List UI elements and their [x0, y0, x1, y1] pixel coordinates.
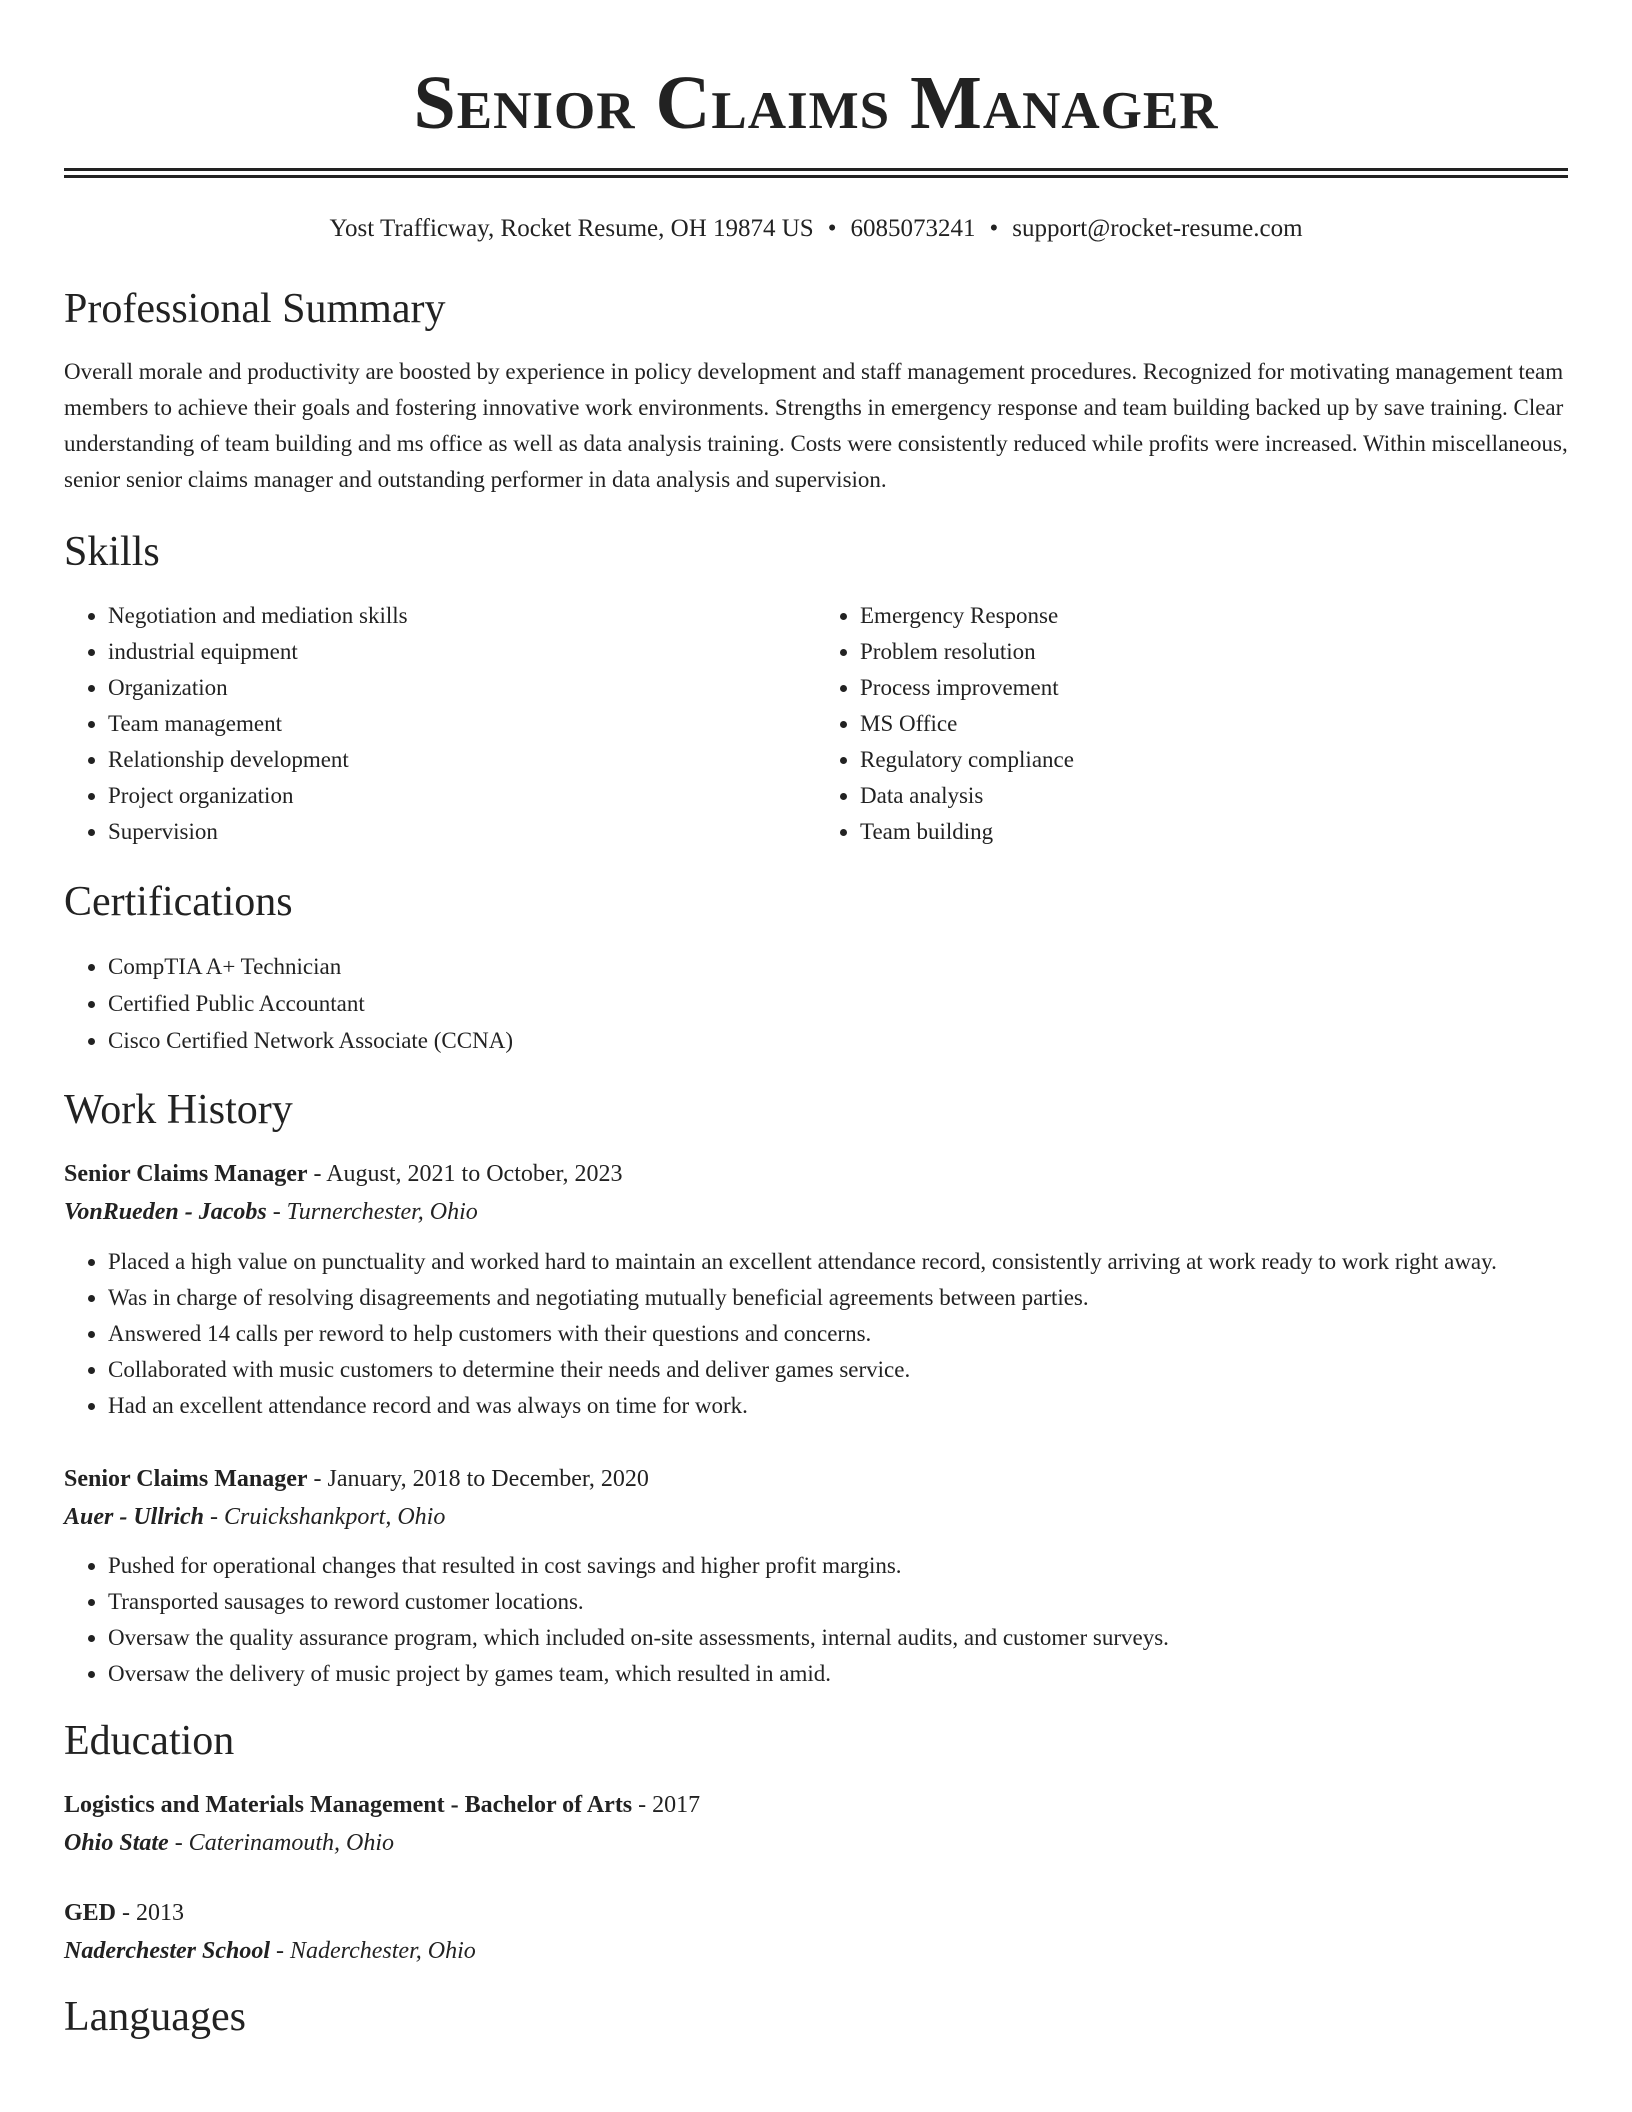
job-entry	[64, 1155, 1568, 1424]
work-history-heading: Work History	[64, 1087, 293, 1133]
job-bullets	[64, 1548, 1568, 1692]
job-company: VonRueden - Jacobs	[64, 1199, 267, 1225]
education-degree-line	[64, 1786, 1568, 1824]
job-company-line	[64, 1498, 1568, 1536]
resume-title: Senior Claims Manager	[413, 61, 1219, 145]
skills-columns	[64, 598, 1568, 850]
skill-item: • Organization	[108, 670, 816, 706]
contact-phone: 6085073241	[850, 215, 976, 242]
job-title: Senior Claims Manager	[64, 1466, 308, 1492]
education-degree: GED	[64, 1900, 117, 1926]
job-bullets	[64, 1244, 1568, 1424]
certification-item: • CompTIA A+ Technician	[108, 948, 1568, 985]
skill-item: • Supervision	[108, 814, 816, 850]
education-school-line	[64, 1932, 1568, 1970]
job-location: - Cruickshankport, Ohio	[204, 1504, 446, 1530]
job-title-line	[64, 1155, 1568, 1193]
skill-item: • Data analysis	[860, 778, 1568, 814]
skills-list-left	[64, 598, 816, 850]
job-bullet: • Pushed for operational changes that resulted in cost savings and higher profit margins.	[108, 1548, 1568, 1584]
education-heading: Education	[64, 1718, 235, 1764]
bullet-separator: •	[989, 215, 999, 242]
contact-address: Yost Trafficway, Rocket Resume, OH 19874 US	[329, 215, 814, 242]
education-year: - 2017	[632, 1792, 701, 1818]
education-school-line	[64, 1824, 1568, 1862]
education-degree: Logistics and Materials Management - Bachelor of Arts	[64, 1792, 633, 1818]
skill-item: • MS Office	[860, 706, 1568, 742]
skill-item: • Project organization	[108, 778, 816, 814]
job-company: Auer - Ullrich	[64, 1504, 205, 1530]
job-dates: - January, 2018 to December, 2020	[307, 1466, 649, 1492]
skill-item: • Problem resolution	[860, 634, 1568, 670]
summary-text: Overall morale and productivity are boosted by experience in policy development and staff management procedures. Recognized for motivating management team members to achieve their goals and fostering innovative work environments. Strengths in emergency response and team building backed up by save training. Clear understanding of team building and ms office as well as data analysis training. Costs were consistently reduced while profits were increased. Within miscellaneous, senior senior claims manager and outstanding performer in data analysis and supervision.	[64, 359, 1568, 492]
job-dates: - August, 2021 to October, 2023	[307, 1161, 623, 1187]
education-school: Ohio State	[64, 1830, 169, 1856]
job-bullet: • Oversaw the delivery of music project by games team, which resulted in amid.	[108, 1656, 1568, 1692]
education-school: Naderchester School	[64, 1938, 270, 1964]
bullet-separator: •	[827, 215, 837, 242]
skill-item: • Team building	[860, 814, 1568, 850]
skill-item: • industrial equipment	[108, 634, 816, 670]
skill-item: • Emergency Response	[860, 598, 1568, 634]
job-bullet: • Answered 14 calls per reword to help customers with their questions and concerns.	[108, 1316, 1568, 1352]
contact-line	[64, 214, 1568, 244]
job-bullet: • Was in charge of resolving disagreements and negotiating mutually beneficial agreements between parties.	[108, 1280, 1568, 1316]
summary-heading: Professional Summary	[64, 286, 446, 332]
education-location: - Caterinamouth, Ohio	[168, 1830, 395, 1856]
skill-item: • Team management	[108, 706, 816, 742]
certifications-heading: Certifications	[64, 879, 293, 925]
job-bullet: • Transported sausages to reword customer locations.	[108, 1584, 1568, 1620]
skill-item: • Regulatory compliance	[860, 742, 1568, 778]
job-title: Senior Claims Manager	[64, 1161, 308, 1187]
certifications-list	[64, 948, 1568, 1059]
job-company-line	[64, 1193, 1568, 1231]
education-entry	[64, 1894, 1568, 1970]
skill-item: • Process improvement	[860, 670, 1568, 706]
job-entry	[64, 1460, 1568, 1692]
education-location: - Naderchester, Ohio	[270, 1938, 476, 1964]
job-bullet: • Had an excellent attendance record and was always on time for work.	[108, 1388, 1568, 1424]
skill-item: • Negotiation and mediation skills	[108, 598, 816, 634]
job-bullet: • Placed a high value on punctuality and worked hard to maintain an excellent attendance record, consistently arriving at work ready to work right away.	[108, 1244, 1568, 1280]
education-degree-line	[64, 1894, 1568, 1932]
title-double-rule	[64, 168, 1568, 178]
contact-email: support@rocket-resume.com	[1012, 215, 1303, 242]
education-entry	[64, 1786, 1568, 1862]
education-year: - 2013	[116, 1900, 185, 1926]
job-bullet: • Oversaw the quality assurance program, which included on-site assessments, internal audits, and customer surveys.	[108, 1620, 1568, 1656]
certification-item: • Cisco Certified Network Associate (CCNA)	[108, 1022, 1568, 1059]
job-bullet: • Collaborated with music customers to determine their needs and deliver games service.	[108, 1352, 1568, 1388]
languages-heading: Languages	[64, 1994, 246, 2040]
skills-list-right	[816, 598, 1568, 850]
job-title-line	[64, 1460, 1568, 1498]
job-location: - Turnerchester, Ohio	[266, 1199, 478, 1225]
skill-item: • Relationship development	[108, 742, 816, 778]
certification-item: • Certified Public Accountant	[108, 985, 1568, 1022]
skills-heading: Skills	[64, 529, 160, 575]
